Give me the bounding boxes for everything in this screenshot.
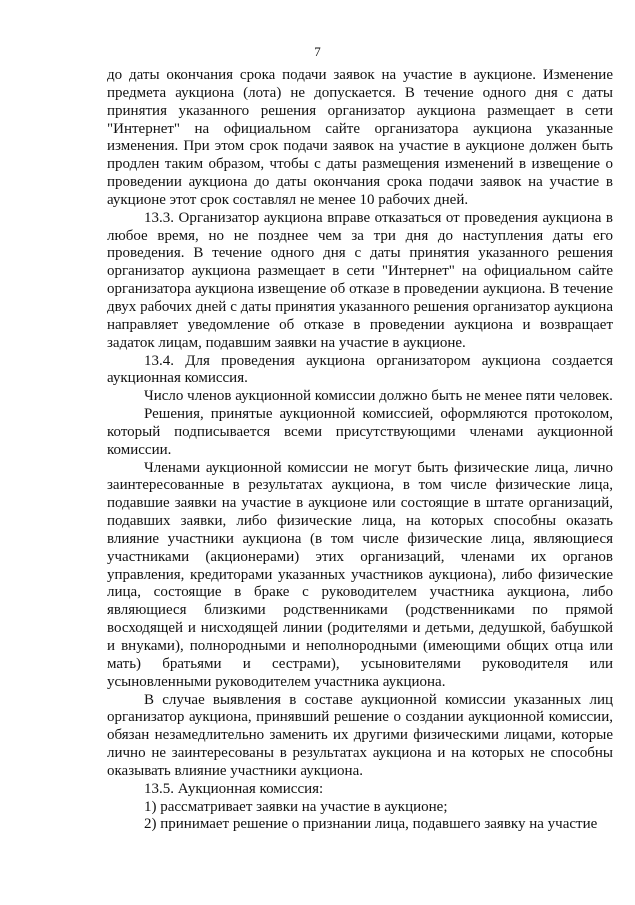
paragraph-auction-changes: до даты окончания срока подачи заявок на участие в аукционе. Изменение предмета аукциона (лота) не допускается. В течение одного дня с даты принятия указанного решения организатор аукциона размещает в сети "Интернет" на официальном сайте организатора аукциона указанные изменения. При этом срок подачи заявок на участие в аукционе должен быть продлен таким образом, чтобы с даты размещения изменений в извещение о проведении аукциона до даты окончания срока подачи заявок на участие в аукционе этот срок составлял не менее 10 рабочих дней. [107,67,613,208]
paragraph-members-count: Число членов аукционной комиссии должно быть не менее пяти человек. [144,388,613,405]
document-body [107,67,613,834]
paragraph-13-5-heading: 13.5. Аукционная комиссия: [144,780,324,797]
list-item-1: 1) рассматривает заявки на участие в аукционе; [144,798,448,815]
paragraph-replacement: В случае выявления в составе аукционной комиссии указанных лиц организатор аукциона, принявший решение о создании аукционной комиссии, обязан незамедлительно заменить их другими физическими лицами, которые лично не заинтересованы в результатах аукциона и на которых не способны оказывать влияние участники аукциона. [107,691,613,779]
paragraph-decisions-protocol: Решения, принятые аукционной комиссией, оформляются протоколом, который подписывается всеми присутствующими членами аукционной комиссии. [107,406,613,458]
page-number: 7 [314,44,321,59]
paragraph-members-restrictions: Членами аукционной комиссии не могут быть физические лица, лично заинтересованные в результатах аукциона, в том числе физические лица, подавшие заявки на участие в аукционе или состоящие в штате организаций, подавших заявки, либо физические лица, на которых способны оказать влияние участники аукциона (в том числе физические лица, являющиеся участниками (акционерами) этих организаций, членами их органов управления, кредиторами указанных участников аукциона), либо физические лица, состоящие в браке с руководителем участника аукциона, либо являющиеся близкими родственниками (родственниками по прямой восходящей и нисходящей линии (родителями и детьми, дедушкой, бабушкой и внуками), полнородными и неполнородными (имеющими общих отца или мать) братьями и сестрами), усыновителями руководителя или усыновленными руководителем участника аукциона. [107,459,613,690]
paragraph-13-4-commission: 13.4. Для проведения аукциона организатором аукциона создается аукционная комиссия. [107,352,613,387]
paragraph-13-3-refusal: 13.3. Организатор аукциона вправе отказаться от проведения аукциона в любое время, но не позднее чем за три дня до наступления даты его проведения. В течение одного дня с даты принятия указанного решения организатор аукциона размещает в сети "Интернет" на официальном сайте организатора аукциона извещение об отказе в проведении аукциона. В течение двух рабочих дней с даты принятия указанного решения организатор аукциона направляет уведомление об отказе в проведении аукциона и возвращает задаток лицам, подавшим заявки на участие в аукционе. [107,209,613,351]
list-item-2: 2) принимает решение о признании лица, подавшего заявку на участие [144,816,598,833]
